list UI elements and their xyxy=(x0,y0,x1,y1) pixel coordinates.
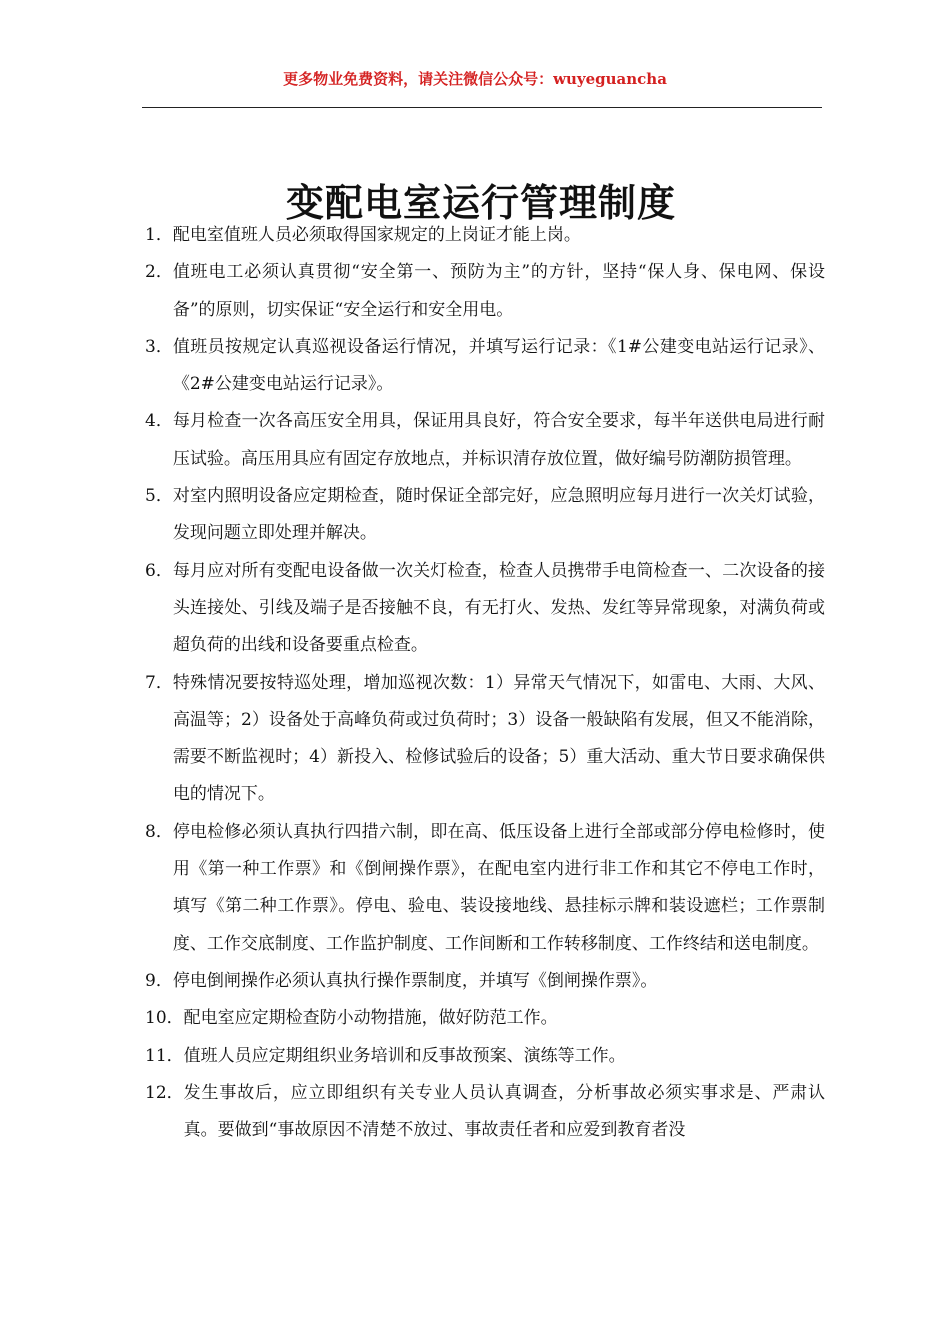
header-promo-note: 更多物业免费资料，请关注微信公众号：wuyeguancha xyxy=(283,70,667,88)
rule-item-12 xyxy=(145,1075,825,1150)
rule-text: 值班电工必须认真贯彻“安全第一、预防为主”的方针，坚持“保人身、保电网、保设备”的原则，切实保证“安全运行和安全用电。 xyxy=(172,262,825,320)
rule-item-5 xyxy=(145,478,825,553)
rule-item-1 xyxy=(145,217,825,254)
rule-number: 7． xyxy=(145,672,173,693)
rule-item-11 xyxy=(145,1038,825,1075)
rule-item-6 xyxy=(145,553,825,665)
rules-list xyxy=(145,217,825,1149)
rule-text: 特殊情况要按特巡处理，增加巡视次数：1）异常天气情况下，如雷电、大雨、大风、高温等；2）设备处于高峰负荷或过负荷时；3）设备一般缺陷有发展，但又不能消除，需要不断监视时；4）新投入、检修试验后的设备；5）重大活动、重大节日要求确保供电的情况下。 xyxy=(172,672,825,805)
rule-item-3 xyxy=(145,329,825,404)
rule-text: 值班人员应定期组织业务培训和反事故预案、演练等工作。 xyxy=(183,1045,626,1066)
rule-text: 配电室应定期检查防小动物措施，做好防范工作。 xyxy=(183,1008,558,1029)
rule-item-2 xyxy=(145,254,825,329)
rule-number: 8． xyxy=(145,821,173,842)
rule-number: 9． xyxy=(145,970,173,991)
rule-number: 6． xyxy=(145,560,173,581)
rule-text: 停电检修必须认真执行四措六制，即在高、低压设备上进行全部或部分停电检修时，使用《第一种工作票》和《倒闸操作票》，在配电室内进行非工作和其它不停电工作时，填写《第二种工作票》。停电、验电、装设接地线、悬挂标示牌和装设遮栏；工作票制度、工作交底制度、工作监护制度、工作间断和工作转移制度、工作终结和送电制度。 xyxy=(172,821,825,954)
rule-number: 10． xyxy=(145,1008,184,1029)
rule-text: 停电倒闸操作必须认真执行操作票制度，并填写《倒闸操作票》。 xyxy=(172,970,658,991)
rule-number: 3． xyxy=(145,336,173,357)
rule-text: 值班员按规定认真巡视设备运行情况，并填写运行记录：《1#公建变电站运行记录》、《2#公建变电站运行记录》。 xyxy=(172,336,825,395)
rule-item-8 xyxy=(145,814,825,963)
header-divider xyxy=(142,107,822,108)
rule-text: 每月应对所有变配电设备做一次关灯检查，检查人员携带手电筒检查一、二次设备的接头连接处、引线及端子是否接触不良，有无打火、发热、发红等异常现象，对满负荷或超负荷的出线和设备要重点检查。 xyxy=(172,560,825,656)
rule-item-7 xyxy=(145,665,825,814)
rule-number: 2． xyxy=(145,262,173,283)
rule-text: 每月检查一次各高压安全用具，保证用具良好，符合安全要求，每半年送供电局进行耐压试验。高压用具应有固定存放地点，并标识清存放位置，做好编号防潮防损管理。 xyxy=(172,411,825,469)
document-title: 变配电室运行管理制度 xyxy=(285,180,676,226)
rule-number: 11． xyxy=(145,1045,184,1066)
rule-text: 发生事故后，应立即组织有关专业人员认真调查，分析事故必须实事求是、严肃认真。要做到“事故原因不清楚不放过、事故责任者和应爱到教育者没 xyxy=(183,1082,825,1141)
rule-item-4 xyxy=(145,403,825,478)
rule-item-9 xyxy=(145,963,825,1000)
rule-number: 5． xyxy=(145,486,173,507)
rule-number: 4． xyxy=(145,411,173,432)
rule-text: 配电室值班人员必须取得国家规定的上岗证才能上岗。 xyxy=(172,225,581,245)
rule-number: 1． xyxy=(145,225,173,245)
rule-text: 对室内照明设备应定期检查，随时保证全部完好，应急照明应每月进行一次关灯试验，发现问题立即处理并解决。 xyxy=(172,486,825,544)
rule-number: 12． xyxy=(145,1082,184,1103)
rule-item-10 xyxy=(145,1000,825,1037)
